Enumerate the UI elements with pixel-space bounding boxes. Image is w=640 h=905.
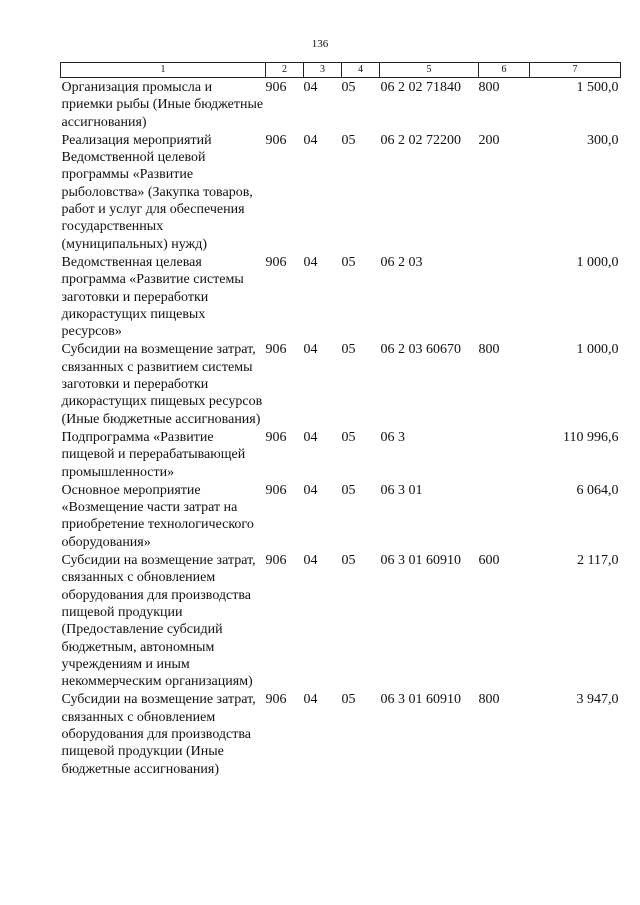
row-vr — [479, 428, 530, 481]
row-pr: 05 — [341, 482, 356, 498]
row-grbs: 906 — [265, 342, 287, 358]
row-grbs: 906 — [265, 429, 287, 445]
row-sum: 300,0 — [587, 132, 619, 148]
row-pr: 05 — [341, 553, 356, 569]
table-row — [61, 131, 621, 253]
row-name: Субсидии на возмещение затрат, связанных с обновлением оборудования для производства пищевой продукции (Предоставление субсидий бюджетным, автономным учреждениям и иным некоммерческим организациям) — [61, 553, 256, 690]
row-grbs: 906 — [265, 692, 287, 708]
page-number: 136 — [311, 38, 329, 50]
row-pr: 05 — [341, 692, 356, 708]
row-pr: 05 — [341, 342, 356, 358]
row-rz: 04 — [303, 429, 318, 445]
row-grbs: 906 — [265, 132, 287, 148]
row-csr: 06 2 02 72200 — [380, 132, 461, 148]
row-pr: 05 — [341, 254, 356, 270]
row-csr: 06 3 — [380, 429, 405, 445]
row-vr — [479, 481, 530, 551]
row-name: Основное мероприятие «Возмещение части затрат на приобретение технологического оборудования» — [61, 482, 254, 550]
row-vr — [479, 253, 530, 340]
table-row — [61, 253, 621, 340]
header-col-7: 7 — [530, 63, 621, 78]
row-name: Подпрограмма «Развитие пищевой и перерабатывающей промышленности» — [61, 429, 246, 480]
row-grbs: 906 — [265, 553, 287, 569]
row-sum: 1 500,0 — [576, 80, 619, 95]
row-name: Субсидии на возмещение затрат, связанных с развитием системы заготовки и переработки дикорастущих пищевых ресурсов (Иные бюджетные ассигнования) — [61, 342, 263, 427]
row-rz: 04 — [303, 553, 318, 569]
row-vr: 600 — [478, 553, 500, 569]
row-grbs: 906 — [265, 254, 287, 270]
row-rz: 04 — [303, 80, 318, 95]
table-body — [61, 78, 621, 778]
table-row — [61, 690, 621, 777]
table-row — [61, 481, 621, 551]
row-rz: 04 — [303, 482, 318, 498]
header-col-3: 3 — [304, 63, 342, 78]
row-pr: 05 — [341, 80, 356, 95]
row-sum: 3 947,0 — [576, 692, 619, 708]
row-csr: 06 2 03 — [380, 254, 423, 270]
row-rz: 04 — [303, 342, 318, 358]
header-row — [61, 63, 621, 78]
row-sum: 6 064,0 — [576, 482, 619, 498]
table-row — [61, 340, 621, 427]
row-rz: 04 — [303, 254, 318, 270]
budget-table — [60, 62, 621, 778]
row-vr: 800 — [478, 692, 500, 708]
row-sum: 110 996,6 — [563, 429, 619, 445]
row-name: Ведомственная целевая программа «Развитие системы заготовки и переработки дикорастущих пищевых ресурсов» — [61, 254, 244, 340]
header-col-2: 2 — [266, 63, 304, 78]
row-pr: 05 — [341, 429, 356, 445]
row-sum: 2 117,0 — [577, 553, 619, 569]
table-header — [61, 63, 621, 78]
row-pr: 05 — [341, 132, 356, 148]
row-csr: 06 2 03 60670 — [380, 342, 461, 358]
row-csr: 06 3 01 — [380, 482, 423, 498]
row-csr: 06 2 02 71840 — [380, 80, 461, 95]
header-col-1: 1 — [61, 63, 266, 78]
row-csr: 06 3 01 60910 — [380, 692, 461, 708]
row-csr: 06 3 01 60910 — [380, 553, 461, 569]
row-vr: 800 — [478, 342, 500, 358]
header-col-4: 4 — [342, 63, 380, 78]
row-name: Субсидии на возмещение затрат, связанных с обновлением оборудования для производства пищевой продукции (Иные бюджетные ассигнования) — [61, 692, 256, 777]
row-rz: 04 — [303, 692, 318, 708]
row-vr: 200 — [478, 132, 500, 148]
row-vr: 800 — [478, 80, 500, 95]
header-col-5: 5 — [380, 63, 479, 78]
row-grbs: 906 — [265, 80, 287, 95]
row-grbs: 906 — [265, 482, 287, 498]
table-row — [61, 551, 621, 690]
table-row — [61, 78, 621, 131]
header-col-6: 6 — [479, 63, 530, 78]
table-row — [61, 428, 621, 481]
row-name: Организация промысла и приемки рыбы (Иные бюджетные ассигнования) — [61, 80, 264, 130]
row-sum: 1 000,0 — [576, 254, 619, 270]
row-rz: 04 — [303, 132, 318, 148]
row-name: Реализация мероприятий Ведомственной целевой программы «Развитие рыболовства» (Закупка товаров, работ и услуг для обеспечения государственных (муниципальных) нужд) — [61, 132, 253, 252]
row-sum: 1 000,0 — [576, 342, 619, 358]
